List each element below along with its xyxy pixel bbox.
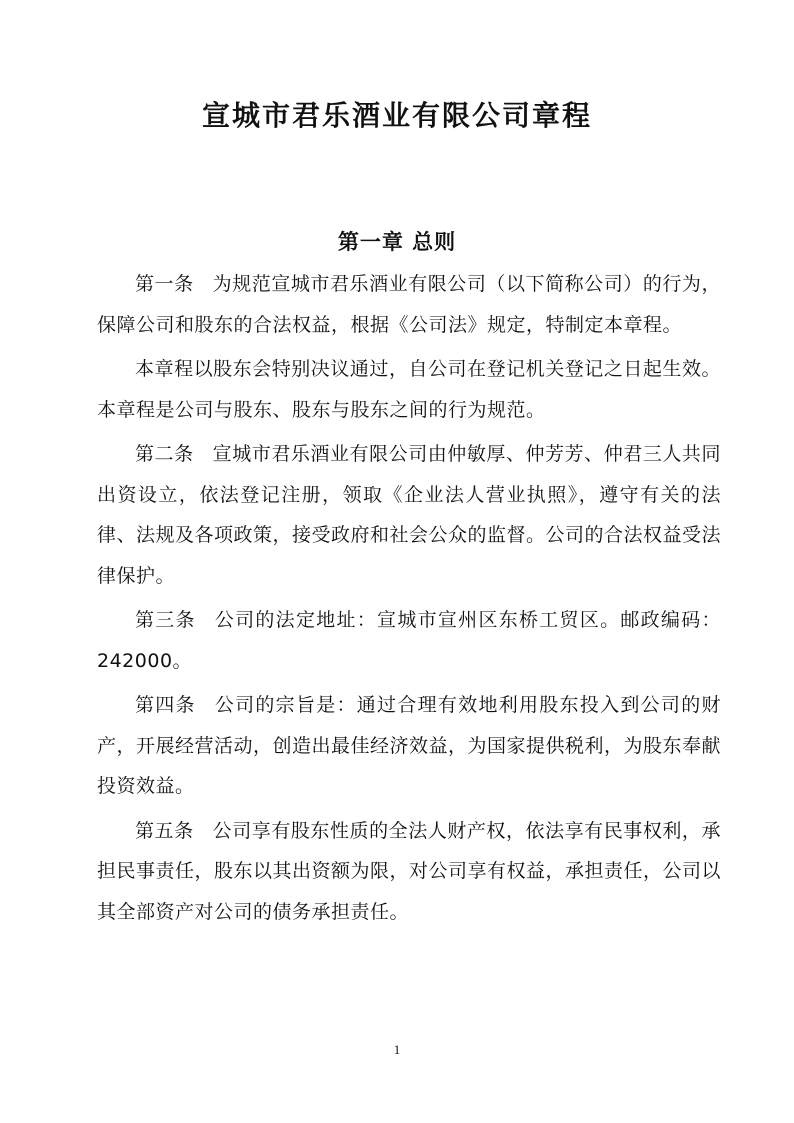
article-label: 第二条 — [135, 443, 194, 465]
article-text: 公司的宗旨是：通过合理有效地利用股东投入到公司的财产，开展经营活动，创造出最佳经济效益，为国家提供税利，为股东奉献投资效益。 — [97, 694, 722, 797]
article-5-paragraph — [97, 811, 721, 933]
article-4-paragraph — [97, 685, 721, 807]
article-label: 第四条 — [135, 694, 196, 716]
article-text: 公司的法定地址：宣城市宣州区东桥工贸区。邮政编码：242000。 — [97, 609, 721, 672]
article-3-paragraph — [97, 600, 721, 681]
article-1-paragraph — [97, 264, 721, 345]
article-text: 为规范宣城市君乐酒业有限公司（以下简称公司）的行为，保障公司和股东的合法权益，根据《公司法》规定，特制定本章程。 — [97, 273, 721, 336]
chapter-heading: 第一章 总则 — [337, 229, 457, 254]
article-1-continuation-paragraph — [97, 349, 721, 430]
page-number: 1 — [393, 1042, 401, 1057]
article-text: 公司享有股东性质的全法人财产权，依法享有民事权利，承担民事责任，股东以其出资额为限，对公司享有权益，承担责任，公司以其全部资产对公司的债务承担责任。 — [97, 819, 722, 923]
article-label: 第三条 — [135, 609, 196, 631]
document-title: 宣城市君乐酒业有限公司章程 — [201, 99, 592, 132]
document-body — [97, 264, 721, 936]
article-text: 本章程以股东会特别决议通过，自公司在登记机关登记之日起生效。本章程是公司与股东、股东与股东之间的行为规范。 — [97, 358, 721, 421]
article-text: 宣城市君乐酒业有限公司由仲敏厚、仲芳芳、仲君三人共同出资设立，依法登记注册，领取《企业法人营业执照》，遵守有关的法律、法规及各项政策，接受政府和社会公众的监督。公司的合法权益受法律保护。 — [97, 443, 722, 587]
article-label: 第五条 — [135, 819, 194, 842]
article-label: 第一条 — [135, 273, 194, 295]
article-2-paragraph — [97, 434, 721, 596]
